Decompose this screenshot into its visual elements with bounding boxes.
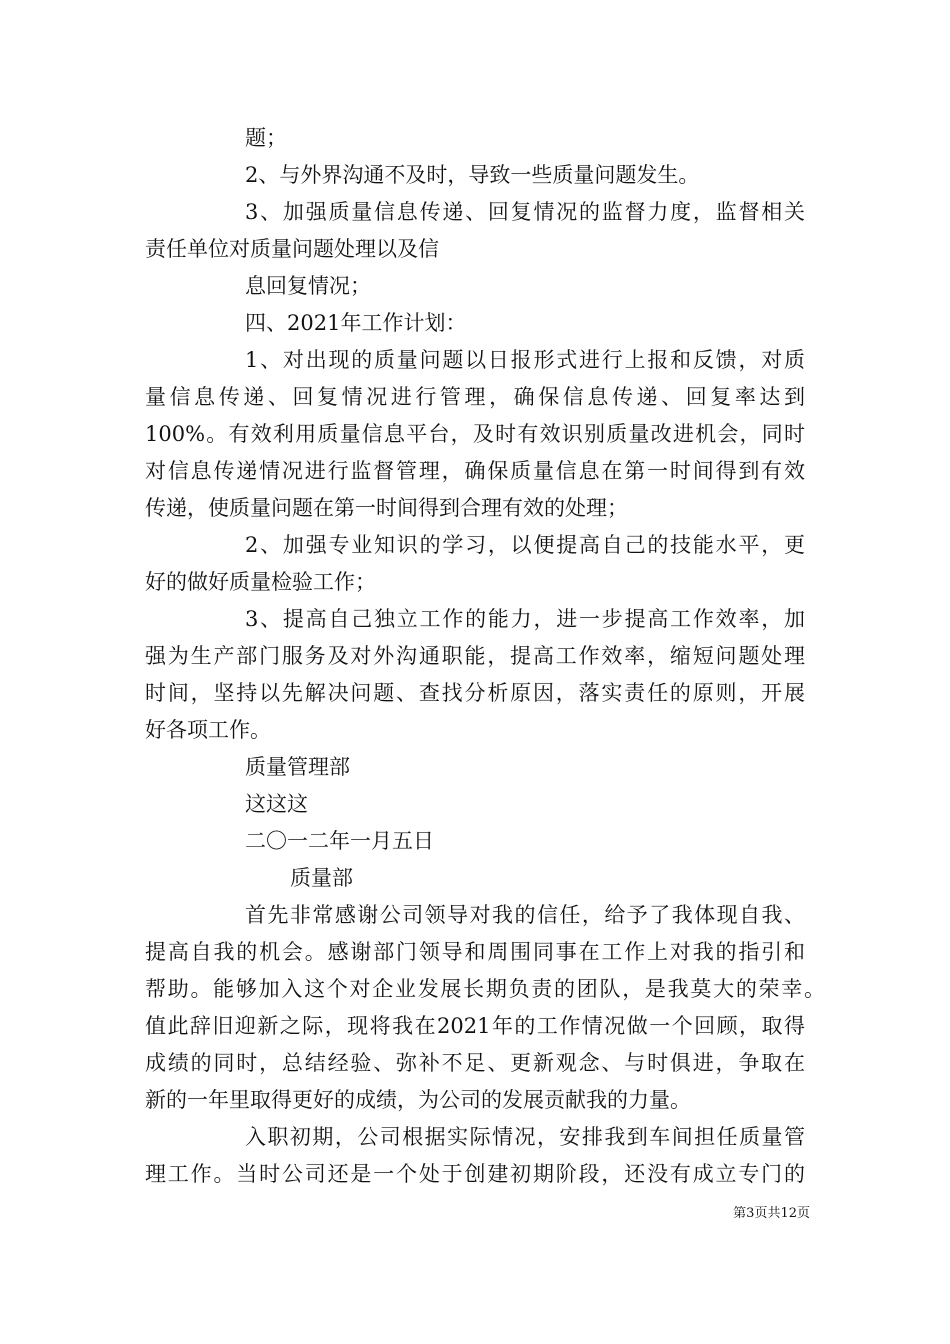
section-title: 质量部 bbox=[290, 866, 353, 890]
text-line: 3、加强质量信息传递、回复情况的监督力度，监督相关 bbox=[245, 200, 805, 224]
text-line: 帮助。能够加入这个对企业发展长期负责的团队，是我莫大的荣幸。 bbox=[145, 977, 825, 1001]
document-date: 二〇一二年一月五日 bbox=[245, 829, 434, 853]
page-number: 第3页共12页 bbox=[733, 1206, 810, 1221]
text-line: 新的一年里取得更好的成绩，为公司的发展贡献我的力量。 bbox=[145, 1088, 691, 1112]
text-line: 强为生产部门服务及对外沟通职能，提高工作效率，缩短问题处理 bbox=[145, 644, 805, 668]
department-signature: 质量管理部 bbox=[245, 755, 350, 779]
text-line: 1、对出现的质量问题以日报形式进行上报和反馈，对质 bbox=[245, 348, 805, 372]
text-line: 值此辞旧迎新之际，现将我在2021年的工作情况做一个回顾，取得 bbox=[145, 1014, 805, 1038]
text-line: 3、提高自己独立工作的能力，进一步提高工作效率，加 bbox=[245, 607, 805, 631]
text-line: 传递，使质量问题在第一时间得到合理有效的处理； bbox=[145, 496, 628, 520]
text-line: 入职初期，公司根据实际情况，安排我到车间担任质量管 bbox=[245, 1125, 805, 1149]
text-line: 时间，坚持以先解决问题、查找分析原因，落实责任的原则，开展 bbox=[145, 681, 805, 705]
section-heading: 四、2021年工作计划： bbox=[245, 311, 467, 335]
text-line: 成绩的同时，总结经验、弥补不足、更新观念、与时俱进，争取在 bbox=[145, 1051, 805, 1075]
text-line: 首先非常感谢公司领导对我的信任，给予了我体现自我、 bbox=[245, 903, 805, 927]
text-line: 对信息传递情况进行监督管理，确保质量信息在第一时间得到有效 bbox=[145, 459, 805, 483]
text-line: 题； bbox=[245, 126, 287, 150]
signer-name: 这这这 bbox=[245, 792, 308, 816]
text-line: 100%。有效利用质量信息平台，及时有效识别质量改进机会，同时 bbox=[145, 422, 805, 446]
text-line: 2、与外界沟通不及时，导致一些质量问题发生。 bbox=[245, 163, 700, 187]
text-line: 息回复情况； bbox=[245, 274, 371, 298]
text-line: 量信息传递、回复情况进行管理，确保信息传递、回复率达到 bbox=[145, 385, 805, 409]
text-line: 2、加强专业知识的学习，以便提高自己的技能水平，更 bbox=[245, 533, 805, 557]
text-line: 理工作。当时公司还是一个处于创建初期阶段，还没有成立专门的 bbox=[145, 1162, 805, 1186]
text-line: 提高自我的机会。感谢部门领导和周围同事在工作上对我的指引和 bbox=[145, 940, 805, 964]
text-line: 好的做好质量检验工作； bbox=[145, 570, 376, 594]
text-line: 好各项工作。 bbox=[145, 718, 271, 742]
text-line: 责任单位对质量问题处理以及信 bbox=[145, 237, 439, 261]
